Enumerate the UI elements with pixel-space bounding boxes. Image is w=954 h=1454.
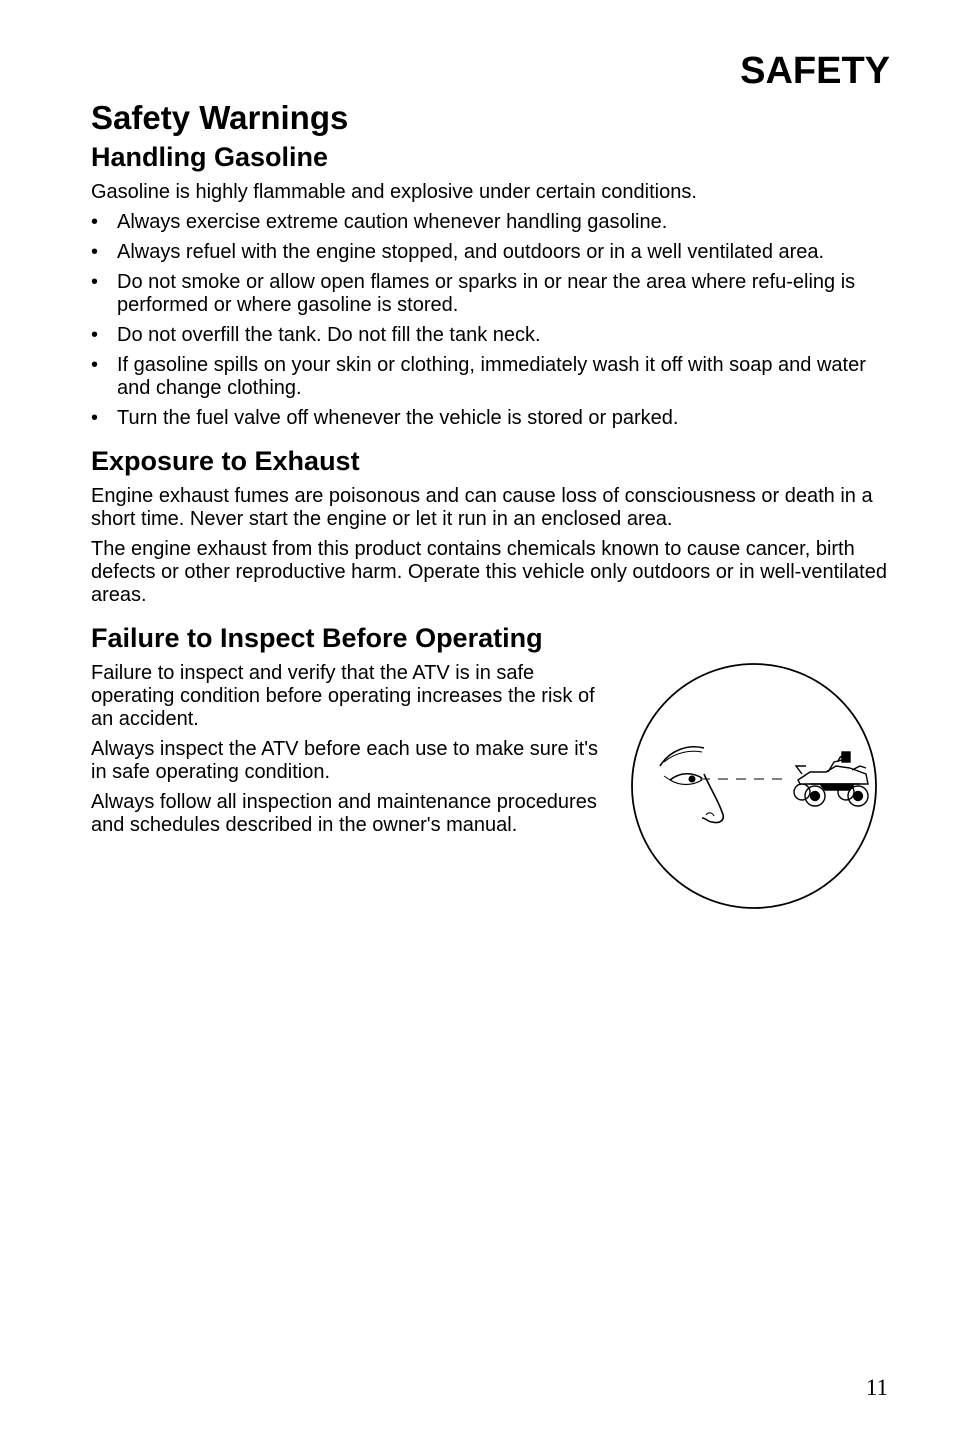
eye-inspecting-atv-icon [630,662,878,910]
bullet-icon: • [91,324,99,346]
handling-gasoline-heading: Handling Gasoline [91,142,329,172]
inspect-paragraph: Always follow all inspection and maintenance procedures and schedules described in the owner's manual. [91,791,597,836]
list-item [91,271,891,317]
section-header: SAFETY [740,50,890,92]
exhaust-paragraph: Engine exhaust fumes are poisonous and can cause loss of consciousness or death in a short time. Never start the engine or let it run in an enclosed area. [91,485,873,530]
page-number: 11 [865,1375,888,1400]
bullet-icon: • [91,271,99,293]
inspect-paragraph: Always inspect the ATV before each use to make sure it's in safe operating condition. [91,738,599,783]
list-item [91,241,891,264]
handling-gasoline-intro: Gasoline is highly flammable and explosive under certain conditions. [91,181,697,203]
inspect-text-column [91,662,603,837]
list-item-text: Always exercise extreme caution whenever handling gasoline. [117,211,668,233]
exposure-to-exhaust-heading: Exposure to Exhaust [91,446,360,476]
list-item-text: If gasoline spills on your skin or clothing, immediately wash it off with soap and water and change clothing. [117,354,866,399]
list-item [91,324,891,347]
list-item-text: Always refuel with the engine stopped, and outdoors or in a well ventilated area. [117,241,825,263]
handling-gasoline-section [91,140,891,430]
list-item-text: Do not overfill the tank. Do not fill the tank neck. [117,324,541,346]
failure-to-inspect-heading: Failure to Inspect Before Operating [91,623,543,653]
bullet-icon: • [91,241,99,263]
exposure-to-exhaust-section [91,444,891,607]
page-title: Safety Warnings [91,99,349,136]
list-item-text: Do not smoke or allow open flames or sparks in or near the area where refu-eling is performed or where gasoline is stored. [117,271,856,316]
list-item-text: Turn the fuel valve off whenever the vehicle is stored or parked. [117,407,679,429]
list-item [91,211,891,234]
list-item [91,407,891,430]
bullet-icon: • [91,211,99,233]
list-item [91,354,891,400]
bullet-icon: • [91,354,99,376]
inspect-paragraph: Failure to inspect and verify that the ATV is in safe operating condition before operating increases the risk of an accident. [91,662,595,730]
gasoline-bullet-list [91,211,891,430]
exhaust-paragraph: The engine exhaust from this product contains chemicals known to cause cancer, birth defects or other reproductive harm. Operate this vehicle only outdoors or in well-ventilated areas. [91,538,887,606]
bullet-icon: • [91,407,99,429]
